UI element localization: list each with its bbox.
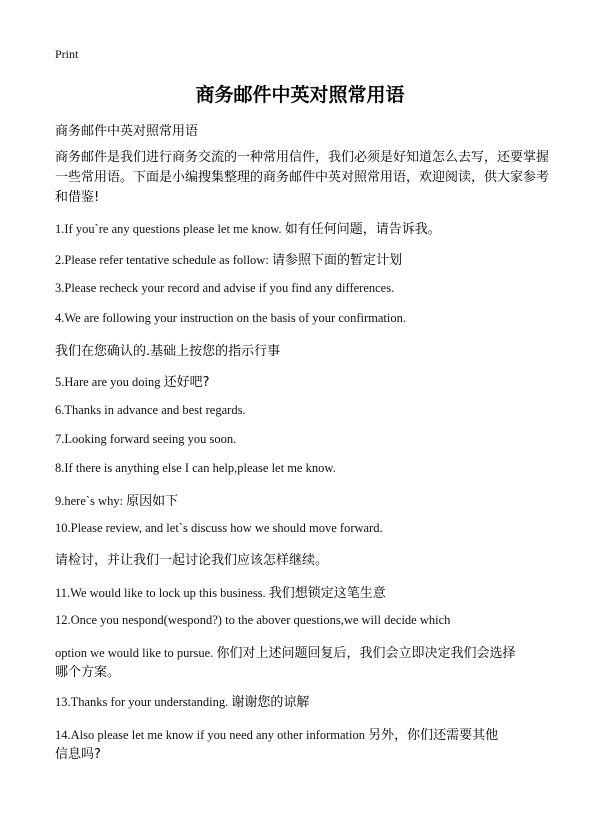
item-english: 10.Please review, and let`s discuss how we should move forward. bbox=[55, 521, 383, 535]
item-english: 12.Once you nespond(wespond?) to the abover questions,we will decide which bbox=[55, 613, 451, 627]
item-chinese: 原因如下 bbox=[126, 494, 179, 509]
item-english: option we would like to pursue. bbox=[55, 646, 214, 660]
item-chinese: 还好吧? bbox=[163, 375, 210, 390]
item-english: 11.We would like to lock up this business. bbox=[55, 586, 266, 600]
list-item bbox=[55, 724, 555, 743]
list-item bbox=[55, 281, 555, 296]
item-english: 13.Thanks for your understanding. bbox=[55, 695, 229, 709]
list-item bbox=[55, 490, 555, 509]
item-english: 1.If you`re any questions please let me know. bbox=[55, 222, 282, 236]
list-item bbox=[55, 521, 555, 536]
item-chinese: 另外，你们还需要其他 bbox=[368, 728, 499, 743]
intro-paragraph: 商务邮件是我们进行商务交流的一种常用信件，我们必须是好知道怎么去写，还要掌握一些常用语。下面是小编搜集整理的商务邮件中英对照常用语，欢迎阅读，供大家参考和借鉴! bbox=[55, 150, 550, 205]
list-item bbox=[55, 403, 555, 418]
item-english: 4.We are following your instruction on the basis of your confirmation. bbox=[55, 311, 407, 325]
item-english: 3.Please recheck your record and advise if you find any differences. bbox=[55, 281, 395, 295]
list-item bbox=[55, 691, 555, 710]
item-english: 9.here`s why: bbox=[55, 494, 124, 508]
print-link[interactable]: Print bbox=[55, 47, 79, 61]
item-chinese: 你们对上述问题回复后，我们会立即决定我们会选择 bbox=[216, 646, 516, 661]
item-english: 2.Please refer tentative schedule as follow: bbox=[55, 253, 269, 267]
item-chinese: 我们在您确认的.基础上按您的指示行事 bbox=[55, 344, 281, 359]
item-english: 7.Looking forward seeing you soon. bbox=[55, 432, 237, 446]
list-item bbox=[55, 432, 555, 447]
list-item bbox=[55, 613, 555, 628]
item-chinese: 如有任何问题，请告诉我。 bbox=[284, 222, 441, 237]
item-english: 6.Thanks in advance and best regards. bbox=[55, 403, 246, 417]
item-chinese: 请参照下面的暂定计划 bbox=[271, 253, 402, 268]
list-item bbox=[55, 249, 555, 268]
list-item bbox=[55, 218, 555, 237]
list-item bbox=[55, 582, 555, 601]
item-chinese: 请检讨，并让我们一起讨论我们应该怎样继续。 bbox=[55, 553, 329, 568]
list-item bbox=[55, 371, 555, 390]
item-chinese: 谢谢您的谅解 bbox=[231, 695, 310, 710]
list-item bbox=[55, 461, 555, 476]
subtitle: 商务邮件中英对照常用语 bbox=[55, 124, 199, 139]
item-english: 5.Hare are you doing bbox=[55, 375, 161, 389]
list-item-continued bbox=[55, 642, 555, 661]
item-chinese: 哪个方案。 bbox=[55, 665, 121, 680]
item-english: 14.Also please let me know if you need any other information bbox=[55, 728, 365, 742]
item-chinese: 信息吗? bbox=[55, 747, 101, 762]
list-item bbox=[55, 311, 555, 326]
page-title: 商务邮件中英对照常用语 bbox=[195, 84, 405, 106]
item-chinese: 我们想锁定这笔生意 bbox=[268, 586, 386, 601]
item-english: 8.If there is anything else I can help,please let me know. bbox=[55, 461, 336, 475]
